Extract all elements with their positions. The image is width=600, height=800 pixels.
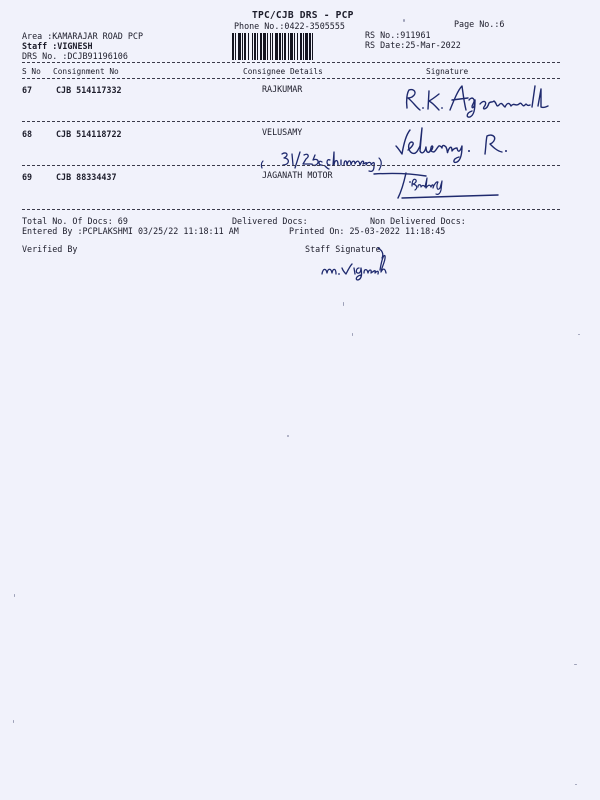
scan-speck: [343, 302, 344, 306]
area-field: Area :KAMARAJAR ROAD PCP: [22, 31, 144, 41]
printed-on-field: Printed On: 25-03-2022 11:18:45: [289, 226, 446, 236]
total-docs-field: Total No. Of Docs: 69: [22, 216, 128, 226]
divider-line: [22, 121, 560, 122]
page-number: Page No.:6: [454, 19, 505, 29]
handwritten-signature-image: [390, 124, 550, 164]
row-consignment-no: CJB 514117332: [56, 85, 122, 95]
row-sno: 68: [22, 129, 33, 139]
divider-line: [22, 78, 560, 79]
document-title: TPC/CJB DRS - PCP: [252, 10, 354, 21]
column-header-consignee: Consignee Details: [243, 67, 323, 76]
rs-date-field: RS Date:25-Mar-2022: [365, 40, 461, 50]
barcode-image: [232, 33, 354, 60]
scan-speck: [352, 333, 353, 336]
handwritten-signature-image: [396, 80, 556, 118]
scan-speck: [578, 334, 580, 335]
row-consignee: VELUSAMY: [262, 127, 303, 137]
handwritten-signature-image: [370, 168, 530, 202]
delivered-docs-field: Delivered Docs:: [232, 216, 308, 226]
column-header-sno: S No: [22, 67, 41, 76]
verified-by-label: Verified By: [22, 244, 78, 254]
scan-speck: [575, 784, 577, 785]
row-sno: 67: [22, 85, 33, 95]
rs-number-field: RS No.:911961: [365, 30, 431, 40]
scan-speck: [14, 594, 15, 597]
column-header-signature: Signature: [426, 67, 469, 76]
entered-by-field: Entered By :PCPLAKSHMI 03/25/22 11:18:11 AM: [22, 226, 239, 236]
row-consignee: JAGANATH MOTOR: [262, 170, 333, 180]
row-consignment-no: CJB 88334437: [56, 172, 117, 182]
phone-number: Phone No.:0422-3505555: [234, 21, 345, 31]
staff-handwritten-signature-image: [318, 246, 398, 286]
divider-line: [22, 209, 560, 210]
row-consignee: RAJKUMAR: [262, 84, 303, 94]
scan-speck: [574, 664, 577, 665]
column-header-consignment: Consignment No: [53, 67, 119, 76]
divider-line: [22, 62, 560, 63]
divider-line: [22, 165, 560, 166]
drs-number-field: DRS No. :DCJB91196106: [22, 51, 128, 61]
row-sno: 69: [22, 172, 33, 182]
scan-speck: [13, 720, 14, 723]
staff-field: Staff :VIGNESH: [22, 41, 93, 51]
non-delivered-docs-field: Non Delivered Docs:: [370, 216, 466, 226]
scan-speck: [403, 19, 405, 22]
row-consignment-no: CJB 514118722: [56, 129, 122, 139]
scan-speck: [287, 435, 289, 437]
staff-signature-label: Staff Signature: [305, 244, 381, 254]
